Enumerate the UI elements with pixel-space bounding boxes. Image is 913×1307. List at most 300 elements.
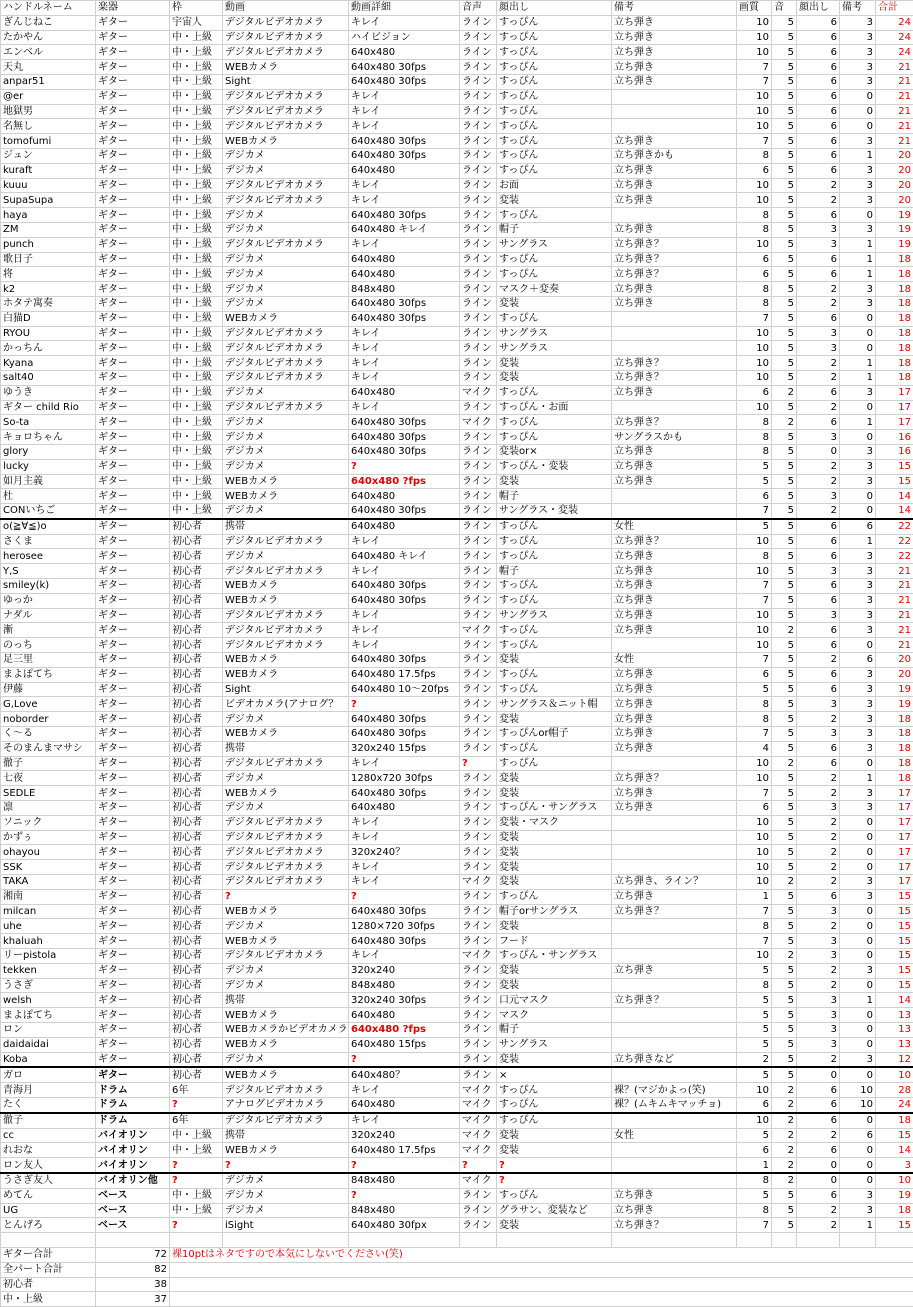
table-cell[interactable]: 5	[772, 222, 797, 237]
table-cell[interactable]: 変装	[497, 830, 612, 845]
header-face[interactable]: 顔出し	[497, 1, 612, 16]
table-cell[interactable]: 5	[772, 682, 797, 697]
table-cell[interactable]: ライン	[460, 89, 497, 104]
table-cell[interactable]: 848x480	[349, 978, 460, 993]
table-cell[interactable]: 中・上級	[170, 282, 223, 297]
table-cell[interactable]: 2	[797, 296, 840, 311]
table-cell[interactable]: 変装	[497, 1128, 612, 1143]
table-cell[interactable]: 2	[797, 712, 840, 727]
table-cell[interactable]	[612, 311, 737, 326]
table-cell[interactable]: ギター	[96, 459, 170, 474]
table-cell[interactable]: 5	[772, 74, 797, 89]
table-cell[interactable]: 640x480	[349, 1008, 460, 1023]
header-handle[interactable]: ハンドルネーム	[1, 1, 96, 16]
table-cell[interactable]: 宇宙人	[170, 15, 223, 30]
table-cell[interactable]: 立ち弾き	[612, 385, 737, 400]
table-cell[interactable]: ライン	[460, 963, 497, 978]
table-cell[interactable]: フード	[497, 934, 612, 949]
summary-value[interactable]: 82	[96, 1262, 170, 1277]
table-cell[interactable]: 変装	[497, 193, 612, 208]
table-cell[interactable]: 0	[840, 860, 876, 875]
table-cell[interactable]: 初心者	[170, 815, 223, 830]
table-cell[interactable]: ギター	[96, 474, 170, 489]
table-cell[interactable]: 10	[737, 845, 772, 860]
table-cell[interactable]: ギター	[96, 963, 170, 978]
table-cell[interactable]: デジタルビデオカメラ	[223, 534, 349, 549]
table-cell[interactable]: ギター	[96, 89, 170, 104]
table-cell[interactable]: ライン	[460, 400, 497, 415]
table-cell[interactable]: ライン	[460, 564, 497, 579]
table-cell[interactable]: salt40	[1, 370, 96, 385]
table-cell[interactable]: キレイ	[349, 1083, 460, 1098]
table-cell[interactable]: ライン	[460, 697, 497, 712]
table-cell[interactable]: ライン	[460, 208, 497, 223]
table-cell[interactable]: 15	[876, 963, 913, 978]
table-cell[interactable]: 20	[876, 148, 913, 163]
table-cell[interactable]: すっぴん	[497, 1188, 612, 1203]
table-cell[interactable]: 5	[772, 667, 797, 682]
table-cell[interactable]: ライン	[460, 608, 497, 623]
table-cell[interactable]: ギター	[96, 45, 170, 60]
table-cell[interactable]: ?	[497, 1173, 612, 1188]
table-cell[interactable]: 中・上級	[170, 1128, 223, 1143]
table-cell[interactable]: マイク	[460, 1173, 497, 1188]
table-cell[interactable]: WEBカメラ	[223, 667, 349, 682]
table-cell[interactable]: 5	[772, 1037, 797, 1052]
table-cell[interactable]: 24	[876, 45, 913, 60]
table-cell[interactable]: 3	[840, 1188, 876, 1203]
table-cell[interactable]: ギター	[96, 978, 170, 993]
table-cell[interactable]: 3	[797, 222, 840, 237]
table-cell[interactable]: 5	[772, 860, 797, 875]
table-cell[interactable]: ギター	[96, 1052, 170, 1067]
table-cell[interactable]: 6	[797, 1113, 840, 1128]
table-cell[interactable]: ギター	[96, 564, 170, 579]
table-cell[interactable]: 5	[772, 1022, 797, 1037]
table-cell[interactable]: 5	[772, 267, 797, 282]
table-cell[interactable]: 0	[840, 1173, 876, 1188]
table-cell[interactable]: 20	[876, 163, 913, 178]
table-cell[interactable]: ギター	[96, 252, 170, 267]
table-cell[interactable]: 2	[772, 415, 797, 430]
table-cell[interactable]: サングラス	[497, 326, 612, 341]
table-cell[interactable]: 15	[876, 978, 913, 993]
table-cell[interactable]: 16	[876, 430, 913, 445]
table-cell[interactable]: 2	[797, 193, 840, 208]
table-cell[interactable]: 6	[797, 1143, 840, 1158]
table-cell[interactable]: 0	[797, 1067, 840, 1082]
table-cell[interactable]: ロン	[1, 1022, 96, 1037]
table-cell[interactable]: 10	[737, 237, 772, 252]
table-cell[interactable]: 3	[840, 134, 876, 149]
table-cell[interactable]: 640x480 30fpx	[349, 1218, 460, 1233]
table-cell[interactable]: 17	[876, 860, 913, 875]
table-cell[interactable]: デジタルビデオカメラ	[223, 949, 349, 964]
table-cell[interactable]: 13	[876, 1022, 913, 1037]
table-cell[interactable]: 10	[737, 30, 772, 45]
table-cell[interactable]: バイオリン	[96, 1128, 170, 1143]
table-cell[interactable]: 2	[772, 1083, 797, 1098]
table-cell[interactable]: 1	[737, 889, 772, 904]
table-cell[interactable]: く～る	[1, 727, 96, 742]
table-cell[interactable]: ギター	[96, 119, 170, 134]
table-cell[interactable]: 初心者	[170, 741, 223, 756]
table-cell[interactable]: ギター	[96, 875, 170, 890]
table-cell[interactable]: 6	[797, 45, 840, 60]
table-cell[interactable]	[612, 208, 737, 223]
table-cell[interactable]: デジタルビデオカメラ	[223, 89, 349, 104]
table-cell[interactable]: RYOU	[1, 326, 96, 341]
table-cell[interactable]: ZM	[1, 222, 96, 237]
table-cell[interactable]: すっぴん	[497, 623, 612, 638]
table-cell[interactable]: 320x240 30fps	[349, 993, 460, 1008]
table-cell[interactable]: 初心者	[170, 1008, 223, 1023]
table-cell[interactable]: デジカメ	[223, 163, 349, 178]
table-cell[interactable]: デジタルビデオカメラ	[223, 341, 349, 356]
table-cell[interactable]: 立ち弾き？	[612, 237, 737, 252]
table-cell[interactable]: ギター	[96, 549, 170, 564]
header-sound-score[interactable]: 音	[772, 1, 797, 16]
table-cell[interactable]	[612, 815, 737, 830]
table-cell[interactable]: キョロちゃん	[1, 430, 96, 445]
table-cell[interactable]: 立ち弾き？	[612, 771, 737, 786]
table-cell[interactable]: 10	[737, 756, 772, 771]
table-cell[interactable]: 2	[737, 1052, 772, 1067]
table-cell[interactable]: 6	[797, 519, 840, 534]
table-cell[interactable]: ギター	[96, 608, 170, 623]
table-cell[interactable]: 5	[772, 326, 797, 341]
table-cell[interactable]: 変装	[497, 653, 612, 668]
table-cell[interactable]: 6	[797, 134, 840, 149]
table-cell[interactable]: 立ち弾き	[612, 282, 737, 297]
table-cell[interactable]: 10	[737, 104, 772, 119]
table-cell[interactable]: tekken	[1, 963, 96, 978]
table-cell[interactable]: ギター	[96, 193, 170, 208]
table-cell[interactable]: 5	[772, 356, 797, 371]
table-cell[interactable]: 3	[840, 682, 876, 697]
table-cell[interactable]: 5	[772, 1188, 797, 1203]
table-cell[interactable]: すっぴん	[497, 430, 612, 445]
table-cell[interactable]: smiley(k)	[1, 579, 96, 594]
table-cell[interactable]: 0	[840, 326, 876, 341]
table-cell[interactable]: すっぴん	[497, 311, 612, 326]
table-cell[interactable]: 3	[840, 667, 876, 682]
table-cell[interactable]: 初心者	[170, 1067, 223, 1082]
table-cell[interactable]: 14	[876, 1143, 913, 1158]
table-cell[interactable]: 21	[876, 60, 913, 75]
table-cell[interactable]: 5	[772, 1067, 797, 1082]
table-cell[interactable]: ?	[460, 1158, 497, 1173]
table-cell[interactable]: 立ち弾き	[612, 459, 737, 474]
table-cell[interactable]: すっぴん	[497, 593, 612, 608]
table-cell[interactable]: 立ち弾き	[612, 15, 737, 30]
table-cell[interactable]: すっぴん	[497, 682, 612, 697]
table-cell[interactable]	[612, 1173, 737, 1188]
table-cell[interactable]: 中・上級	[170, 356, 223, 371]
table-cell[interactable]: 立ち弾き	[612, 163, 737, 178]
table-cell[interactable]: 初心者	[170, 771, 223, 786]
table-cell[interactable]: 立ち弾きかも	[612, 148, 737, 163]
table-cell[interactable]: 8	[737, 282, 772, 297]
table-cell[interactable]: ギター	[96, 163, 170, 178]
table-cell[interactable]: 3	[797, 1037, 840, 1052]
table-cell[interactable]: マイク	[460, 623, 497, 638]
table-cell[interactable]: 5	[772, 786, 797, 801]
table-cell[interactable]	[612, 860, 737, 875]
table-cell[interactable]: 立ち弾き	[612, 608, 737, 623]
table-cell[interactable]: 初心者	[170, 697, 223, 712]
table-cell[interactable]: デジタルビデオカメラ	[223, 119, 349, 134]
table-cell[interactable]: 18	[876, 311, 913, 326]
table-cell[interactable]: 640x480 30fps	[349, 148, 460, 163]
table-cell[interactable]: 24	[876, 1097, 913, 1112]
table-cell[interactable]: 6	[797, 163, 840, 178]
table-cell[interactable]	[612, 1022, 737, 1037]
table-cell[interactable]	[612, 934, 737, 949]
table-cell[interactable]: すっぴん	[497, 89, 612, 104]
table-cell[interactable]: 6	[797, 119, 840, 134]
empty-cell[interactable]	[349, 1233, 460, 1248]
table-cell[interactable]: ギター	[96, 415, 170, 430]
table-cell[interactable]: すっぴん・サングラス	[497, 949, 612, 964]
table-cell[interactable]: 320x240 15fps	[349, 741, 460, 756]
table-cell[interactable]: 立ち弾き	[612, 579, 737, 594]
table-cell[interactable]: 中・上級	[170, 193, 223, 208]
table-cell[interactable]: 21	[876, 104, 913, 119]
empty-cell[interactable]	[497, 1233, 612, 1248]
table-cell[interactable]: 3	[840, 474, 876, 489]
table-cell[interactable]: 変装or×	[497, 444, 612, 459]
table-cell[interactable]: 19	[876, 697, 913, 712]
table-cell[interactable]: 帽子	[497, 1022, 612, 1037]
table-cell[interactable]: デジタルビデオカメラ	[223, 45, 349, 60]
table-cell[interactable]: ライン	[460, 667, 497, 682]
table-cell[interactable]: 3	[840, 1052, 876, 1067]
table-cell[interactable]: 中・上級	[170, 178, 223, 193]
table-cell[interactable]: デジカメ	[223, 1173, 349, 1188]
table-cell[interactable]: デジタルビデオカメラ	[223, 623, 349, 638]
table-cell[interactable]: 5	[772, 489, 797, 504]
table-cell[interactable]: 立ち弾き	[612, 193, 737, 208]
table-cell[interactable]: 1280x720 30fps	[349, 771, 460, 786]
table-cell[interactable]: ギター	[96, 296, 170, 311]
table-cell[interactable]: 変装	[497, 712, 612, 727]
table-cell[interactable]: 19	[876, 208, 913, 223]
empty-cell[interactable]	[840, 1233, 876, 1248]
summary-label[interactable]: 中・上級	[1, 1292, 96, 1307]
table-cell[interactable]: かっちん	[1, 341, 96, 356]
table-cell[interactable]: すっぴんor帽子	[497, 727, 612, 742]
table-cell[interactable]: 携帯	[223, 519, 349, 534]
table-cell[interactable]: 立ち弾きなど	[612, 1052, 737, 1067]
table-cell[interactable]: 5	[772, 193, 797, 208]
table-cell[interactable]: ?	[497, 1158, 612, 1173]
table-cell[interactable]: 0	[840, 1113, 876, 1128]
table-cell[interactable]: 初心者	[170, 978, 223, 993]
table-cell[interactable]: uhe	[1, 919, 96, 934]
table-cell[interactable]: デジタルビデオカメラ	[223, 845, 349, 860]
table-cell[interactable]: 5	[772, 815, 797, 830]
table-cell[interactable]: ライン	[460, 60, 497, 75]
table-cell[interactable]: 7	[737, 579, 772, 594]
table-cell[interactable]: 中・上級	[170, 1143, 223, 1158]
table-cell[interactable]: 7	[737, 904, 772, 919]
table-cell[interactable]: 640x480	[349, 385, 460, 400]
table-cell[interactable]: ギター	[96, 178, 170, 193]
table-cell[interactable]: 2	[797, 370, 840, 385]
table-cell[interactable]: 変装	[497, 474, 612, 489]
table-cell[interactable]: 伊藤	[1, 682, 96, 697]
table-cell[interactable]: 10	[737, 1113, 772, 1128]
table-cell[interactable]: 初心者	[170, 534, 223, 549]
table-cell[interactable]: o(≧∀≦)o	[1, 519, 96, 534]
table-cell[interactable]: 3	[840, 741, 876, 756]
table-cell[interactable]: 中・上級	[170, 252, 223, 267]
table-cell[interactable]: 変装	[497, 919, 612, 934]
table-cell[interactable]: 中・上級	[170, 415, 223, 430]
table-cell[interactable]: 18	[876, 296, 913, 311]
table-cell[interactable]: ドラム	[96, 1097, 170, 1112]
table-cell[interactable]: 3	[797, 564, 840, 579]
table-cell[interactable]: 2	[772, 1097, 797, 1112]
header-video[interactable]: 動画	[223, 1, 349, 16]
table-cell[interactable]: 2	[797, 963, 840, 978]
table-cell[interactable]: 17	[876, 400, 913, 415]
table-cell[interactable]: ライン	[460, 474, 497, 489]
table-cell[interactable]	[612, 1037, 737, 1052]
table-cell[interactable]: 19	[876, 1188, 913, 1203]
table-cell[interactable]: うさぎ友人	[1, 1173, 96, 1188]
table-cell[interactable]: 8	[737, 296, 772, 311]
table-cell[interactable]: 10	[737, 89, 772, 104]
table-cell[interactable]: 5	[772, 904, 797, 919]
table-cell[interactable]: 6	[797, 756, 840, 771]
table-cell[interactable]: 640x480 17.5fps	[349, 1143, 460, 1158]
table-cell[interactable]: 中・上級	[170, 148, 223, 163]
table-cell[interactable]: 中・上級	[170, 459, 223, 474]
table-cell[interactable]: ギター	[96, 282, 170, 297]
table-cell[interactable]: デジタルビデオカメラ	[223, 608, 349, 623]
table-cell[interactable]: 640x480 30fps	[349, 712, 460, 727]
table-cell[interactable]: たく	[1, 1097, 96, 1112]
table-cell[interactable]: 3	[797, 904, 840, 919]
table-cell[interactable]: 8	[737, 444, 772, 459]
table-cell[interactable]: 18	[876, 756, 913, 771]
summary-label[interactable]: ギター合計	[1, 1247, 96, 1262]
table-cell[interactable]: ギター	[96, 222, 170, 237]
table-cell[interactable]: 3	[876, 1158, 913, 1173]
empty-cell[interactable]	[612, 1233, 737, 1248]
table-cell[interactable]: ライン	[460, 771, 497, 786]
table-cell[interactable]: デジカメ	[223, 504, 349, 519]
table-cell[interactable]: 5	[772, 564, 797, 579]
table-cell[interactable]	[612, 919, 737, 934]
table-cell[interactable]: 立ち弾き	[612, 564, 737, 579]
table-cell[interactable]: 帽子orサングラス	[497, 904, 612, 919]
table-cell[interactable]: デジタルビデオカメラ	[223, 638, 349, 653]
table-cell[interactable]: haya	[1, 208, 96, 223]
table-cell[interactable]: ?	[170, 1218, 223, 1233]
table-cell[interactable]: welsh	[1, 993, 96, 1008]
table-cell[interactable]: マスク＋変奏	[497, 282, 612, 297]
table-cell[interactable]: ギター	[96, 370, 170, 385]
table-cell[interactable]: 2	[797, 860, 840, 875]
table-cell[interactable]: 立ち弾き、ライン？	[612, 875, 737, 890]
table-cell[interactable]: 640x480 30fps	[349, 415, 460, 430]
table-cell[interactable]: サングラス	[497, 1037, 612, 1052]
table-cell[interactable]: 立ち弾き	[612, 474, 737, 489]
table-cell[interactable]: ギター	[96, 727, 170, 742]
table-cell[interactable]: ギター	[96, 400, 170, 415]
table-cell[interactable]: 立ち弾き	[612, 697, 737, 712]
table-cell[interactable]: 1	[840, 356, 876, 371]
table-cell[interactable]: 3	[797, 801, 840, 816]
table-cell[interactable]: マイク	[460, 949, 497, 964]
table-cell[interactable]: 湘南	[1, 889, 96, 904]
table-cell[interactable]: 3	[797, 430, 840, 445]
table-cell[interactable]: 8	[737, 549, 772, 564]
table-cell[interactable]: デジタルビデオカメラ	[223, 15, 349, 30]
table-cell[interactable]: 5	[772, 830, 797, 845]
table-cell[interactable]: 2	[772, 949, 797, 964]
table-cell[interactable]: 2	[797, 1128, 840, 1143]
table-cell[interactable]: 中・上級	[170, 222, 223, 237]
table-cell[interactable]: 10	[737, 564, 772, 579]
table-cell[interactable]: 0	[840, 638, 876, 653]
table-cell[interactable]: 2	[797, 400, 840, 415]
table-cell[interactable]: 初心者	[170, 963, 223, 978]
table-cell[interactable]: 640x480	[349, 252, 460, 267]
table-cell[interactable]: デジタルビデオカメラ	[223, 370, 349, 385]
table-cell[interactable]: 7	[737, 134, 772, 149]
table-cell[interactable]: デジカメ	[223, 459, 349, 474]
table-cell[interactable]: WEBカメラ	[223, 653, 349, 668]
table-cell[interactable]: 2	[772, 1113, 797, 1128]
table-cell[interactable]: 5	[737, 474, 772, 489]
table-cell[interactable]: そのまんまマサシ	[1, 741, 96, 756]
table-cell[interactable]: 848x480	[349, 282, 460, 297]
table-cell[interactable]: 立ち弾き	[612, 444, 737, 459]
table-cell[interactable]: ギター	[96, 653, 170, 668]
table-cell[interactable]: たかやん	[1, 30, 96, 45]
table-cell[interactable]: ギター	[96, 74, 170, 89]
table-cell[interactable]: 5	[737, 1188, 772, 1203]
table-cell[interactable]: ホタテ寓奏	[1, 296, 96, 311]
table-cell[interactable]: マイク	[460, 415, 497, 430]
table-cell[interactable]: 15	[876, 949, 913, 964]
table-cell[interactable]: 中・上級	[170, 489, 223, 504]
table-cell[interactable]: milcan	[1, 904, 96, 919]
table-cell[interactable]: 1	[737, 1158, 772, 1173]
table-cell[interactable]: 3	[840, 549, 876, 564]
summary-value[interactable]: 37	[96, 1292, 170, 1307]
table-cell[interactable]: 6	[797, 579, 840, 594]
table-cell[interactable]: 2	[797, 504, 840, 519]
table-cell[interactable]: 漸	[1, 623, 96, 638]
table-cell[interactable]: すっぴん	[497, 252, 612, 267]
table-cell[interactable]: 16	[876, 444, 913, 459]
table-cell[interactable]: 立ち弾き	[612, 593, 737, 608]
empty-cell[interactable]	[96, 1233, 170, 1248]
table-cell[interactable]: 17	[876, 415, 913, 430]
table-cell[interactable]: 立ち弾き？	[612, 370, 737, 385]
table-cell[interactable]: 640x480 30fps	[349, 311, 460, 326]
table-cell[interactable]	[612, 326, 737, 341]
table-cell[interactable]: ライン	[460, 549, 497, 564]
table-cell[interactable]: ライン	[460, 1203, 497, 1218]
table-cell[interactable]: Sight	[223, 74, 349, 89]
table-cell[interactable]: デジカメ	[223, 385, 349, 400]
